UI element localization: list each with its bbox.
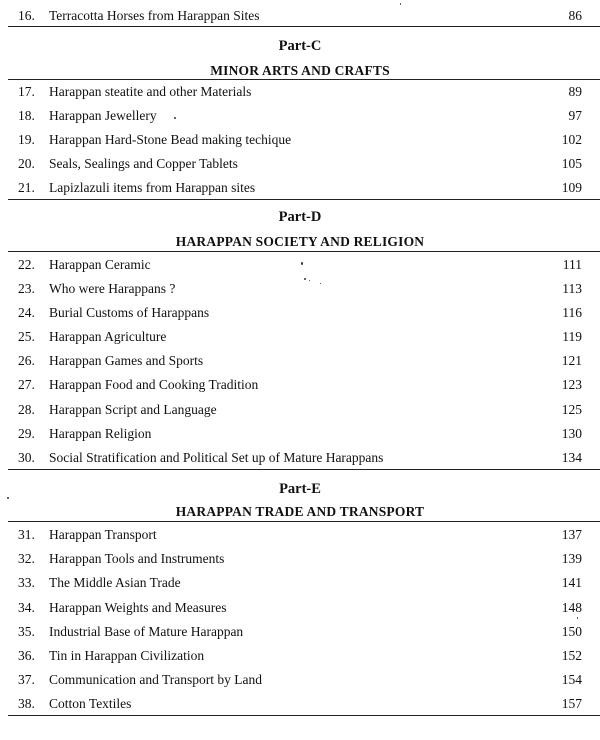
entry-title: Burial Customs of Harappans: [49, 305, 210, 320]
entry-number: 30.: [18, 450, 35, 465]
entry-title: Harappan Ceramic: [49, 257, 151, 272]
part-label: Part-E: [279, 481, 321, 497]
entry-page: 157: [561, 696, 582, 711]
entry-number: 22.: [18, 257, 35, 272]
toc-entry: [0, 400, 600, 420]
entry-page: 111: [562, 257, 582, 272]
toc-entry: [0, 525, 600, 545]
entry-page: 150: [561, 624, 582, 639]
entry-page: 123: [561, 377, 582, 392]
entry-number: 24.: [18, 305, 35, 320]
scan-speck: [320, 283, 321, 284]
divider: [8, 521, 600, 522]
toc-entry: [0, 424, 600, 444]
part-label: Part-D: [278, 209, 322, 225]
entry-number: 33.: [18, 575, 35, 590]
entry-page: 152: [561, 648, 582, 663]
entry-title: Harappan Jewellery: [49, 108, 157, 123]
section-title: HARAPPAN TRADE AND TRANSPORT: [175, 504, 425, 519]
entry-page: 148: [561, 600, 582, 615]
entry-title: Harappan Weights and Measures: [49, 600, 227, 615]
toc-entry: [0, 448, 600, 468]
entry-page: 89: [568, 84, 582, 99]
entry-title: Industrial Base of Mature Harappan: [49, 624, 244, 639]
toc-entry: [0, 622, 600, 642]
entry-title: Lapizlazuli items from Harappan sites: [49, 180, 256, 195]
entry-title: Seals, Sealings and Copper Tablets: [49, 156, 238, 171]
entry-number: 21.: [18, 180, 35, 195]
entry-page: 102: [561, 132, 582, 147]
entry-title: Who were Harappans ?: [49, 281, 176, 296]
entry-page: 86: [568, 8, 582, 23]
entry-page: 125: [561, 402, 582, 417]
section-title: MINOR ARTS AND CRAFTS: [210, 63, 390, 78]
entry-number: 18.: [18, 108, 35, 123]
entry-title: Communication and Transport by Land: [49, 672, 262, 687]
entry-page: 139: [561, 551, 582, 566]
entry-title: Harappan Script and Language: [49, 402, 217, 417]
entry-title: Harappan Hard-Stone Bead making techique: [49, 132, 292, 147]
entry-number: 16.: [18, 8, 35, 23]
toc-entry: [0, 598, 600, 618]
toc-entry: [0, 154, 600, 174]
entry-title: The Middle Asian Trade: [49, 575, 181, 590]
entry-number: 17.: [18, 84, 35, 99]
toc-entry: [0, 351, 600, 371]
entry-title: Harappan Food and Cooking Tradition: [49, 377, 259, 392]
divider: [8, 251, 600, 252]
entry-title: Cotton Textiles: [49, 696, 132, 711]
divider: [8, 469, 600, 470]
divider: [8, 199, 600, 200]
entry-page: 121: [561, 353, 582, 368]
entry-number: 28.: [18, 402, 35, 417]
toc-entry: [0, 327, 600, 347]
entry-number: 19.: [18, 132, 35, 147]
entry-number: 27.: [18, 377, 35, 392]
entry-page: 109: [561, 180, 582, 195]
toc-entry: [0, 646, 600, 666]
entry-number: 31.: [18, 527, 35, 542]
entry-page: 113: [562, 281, 582, 296]
scan-speck: [304, 278, 306, 280]
section-title: HARAPPAN SOCIETY AND RELIGION: [175, 234, 425, 249]
toc-entry: [0, 573, 600, 593]
part-label: Part-C: [278, 38, 322, 54]
toc-entry: [0, 694, 600, 714]
entry-page: 141: [561, 575, 582, 590]
entry-title: Terracotta Horses from Harappan Sites: [49, 8, 260, 23]
toc-entry: [0, 670, 600, 690]
divider: [8, 79, 600, 80]
entry-number: 38.: [18, 696, 35, 711]
entry-page: 116: [562, 305, 582, 320]
toc-entry: [0, 178, 600, 198]
entry-page: 137: [561, 527, 582, 542]
entry-number: 20.: [18, 156, 35, 171]
toc-entry: [0, 303, 600, 323]
toc-entry: [0, 82, 600, 102]
entry-number: 23.: [18, 281, 35, 296]
entry-number: 36.: [18, 648, 35, 663]
entry-number: 37.: [18, 672, 35, 687]
entry-title: Harappan Games and Sports: [49, 353, 204, 368]
entry-number: 35.: [18, 624, 35, 639]
entry-title: Harappan steatite and other Materials: [49, 84, 252, 99]
toc-entry: [0, 6, 600, 26]
entry-number: 26.: [18, 353, 35, 368]
toc-entry: [0, 130, 600, 150]
entry-title: Harappan Tools and Instruments: [49, 551, 225, 566]
toc-entry: [0, 375, 600, 395]
entry-page: 105: [561, 156, 582, 171]
entry-title: Harappan Religion: [49, 426, 152, 441]
entry-page: 154: [561, 672, 582, 687]
entry-page: 130: [561, 426, 582, 441]
entry-number: 32.: [18, 551, 35, 566]
toc-entry: [0, 279, 600, 299]
entry-page: 97: [568, 108, 582, 123]
entry-page: 119: [562, 329, 582, 344]
entry-title: Harappan Transport: [49, 527, 157, 542]
entry-number: 29.: [18, 426, 35, 441]
entry-number: 34.: [18, 600, 35, 615]
entry-title: Social Stratification and Political Set up of Mature Harappans: [49, 450, 384, 465]
scan-speck: [174, 117, 176, 119]
toc-entry: [0, 255, 600, 275]
divider: [8, 26, 600, 27]
toc-entry: [0, 106, 600, 126]
scan-speck: [577, 617, 578, 619]
scan-speck: [301, 262, 303, 265]
toc-entry: [0, 549, 600, 569]
entry-title: Harappan Agriculture: [49, 329, 167, 344]
entry-page: 134: [561, 450, 582, 465]
divider: [8, 715, 600, 716]
scan-speck: [7, 497, 9, 499]
scan-speck: [400, 3, 401, 5]
entry-number: 25.: [18, 329, 35, 344]
scan-speck: [309, 280, 310, 281]
entry-title: Tin in Harappan Civilization: [49, 648, 205, 663]
